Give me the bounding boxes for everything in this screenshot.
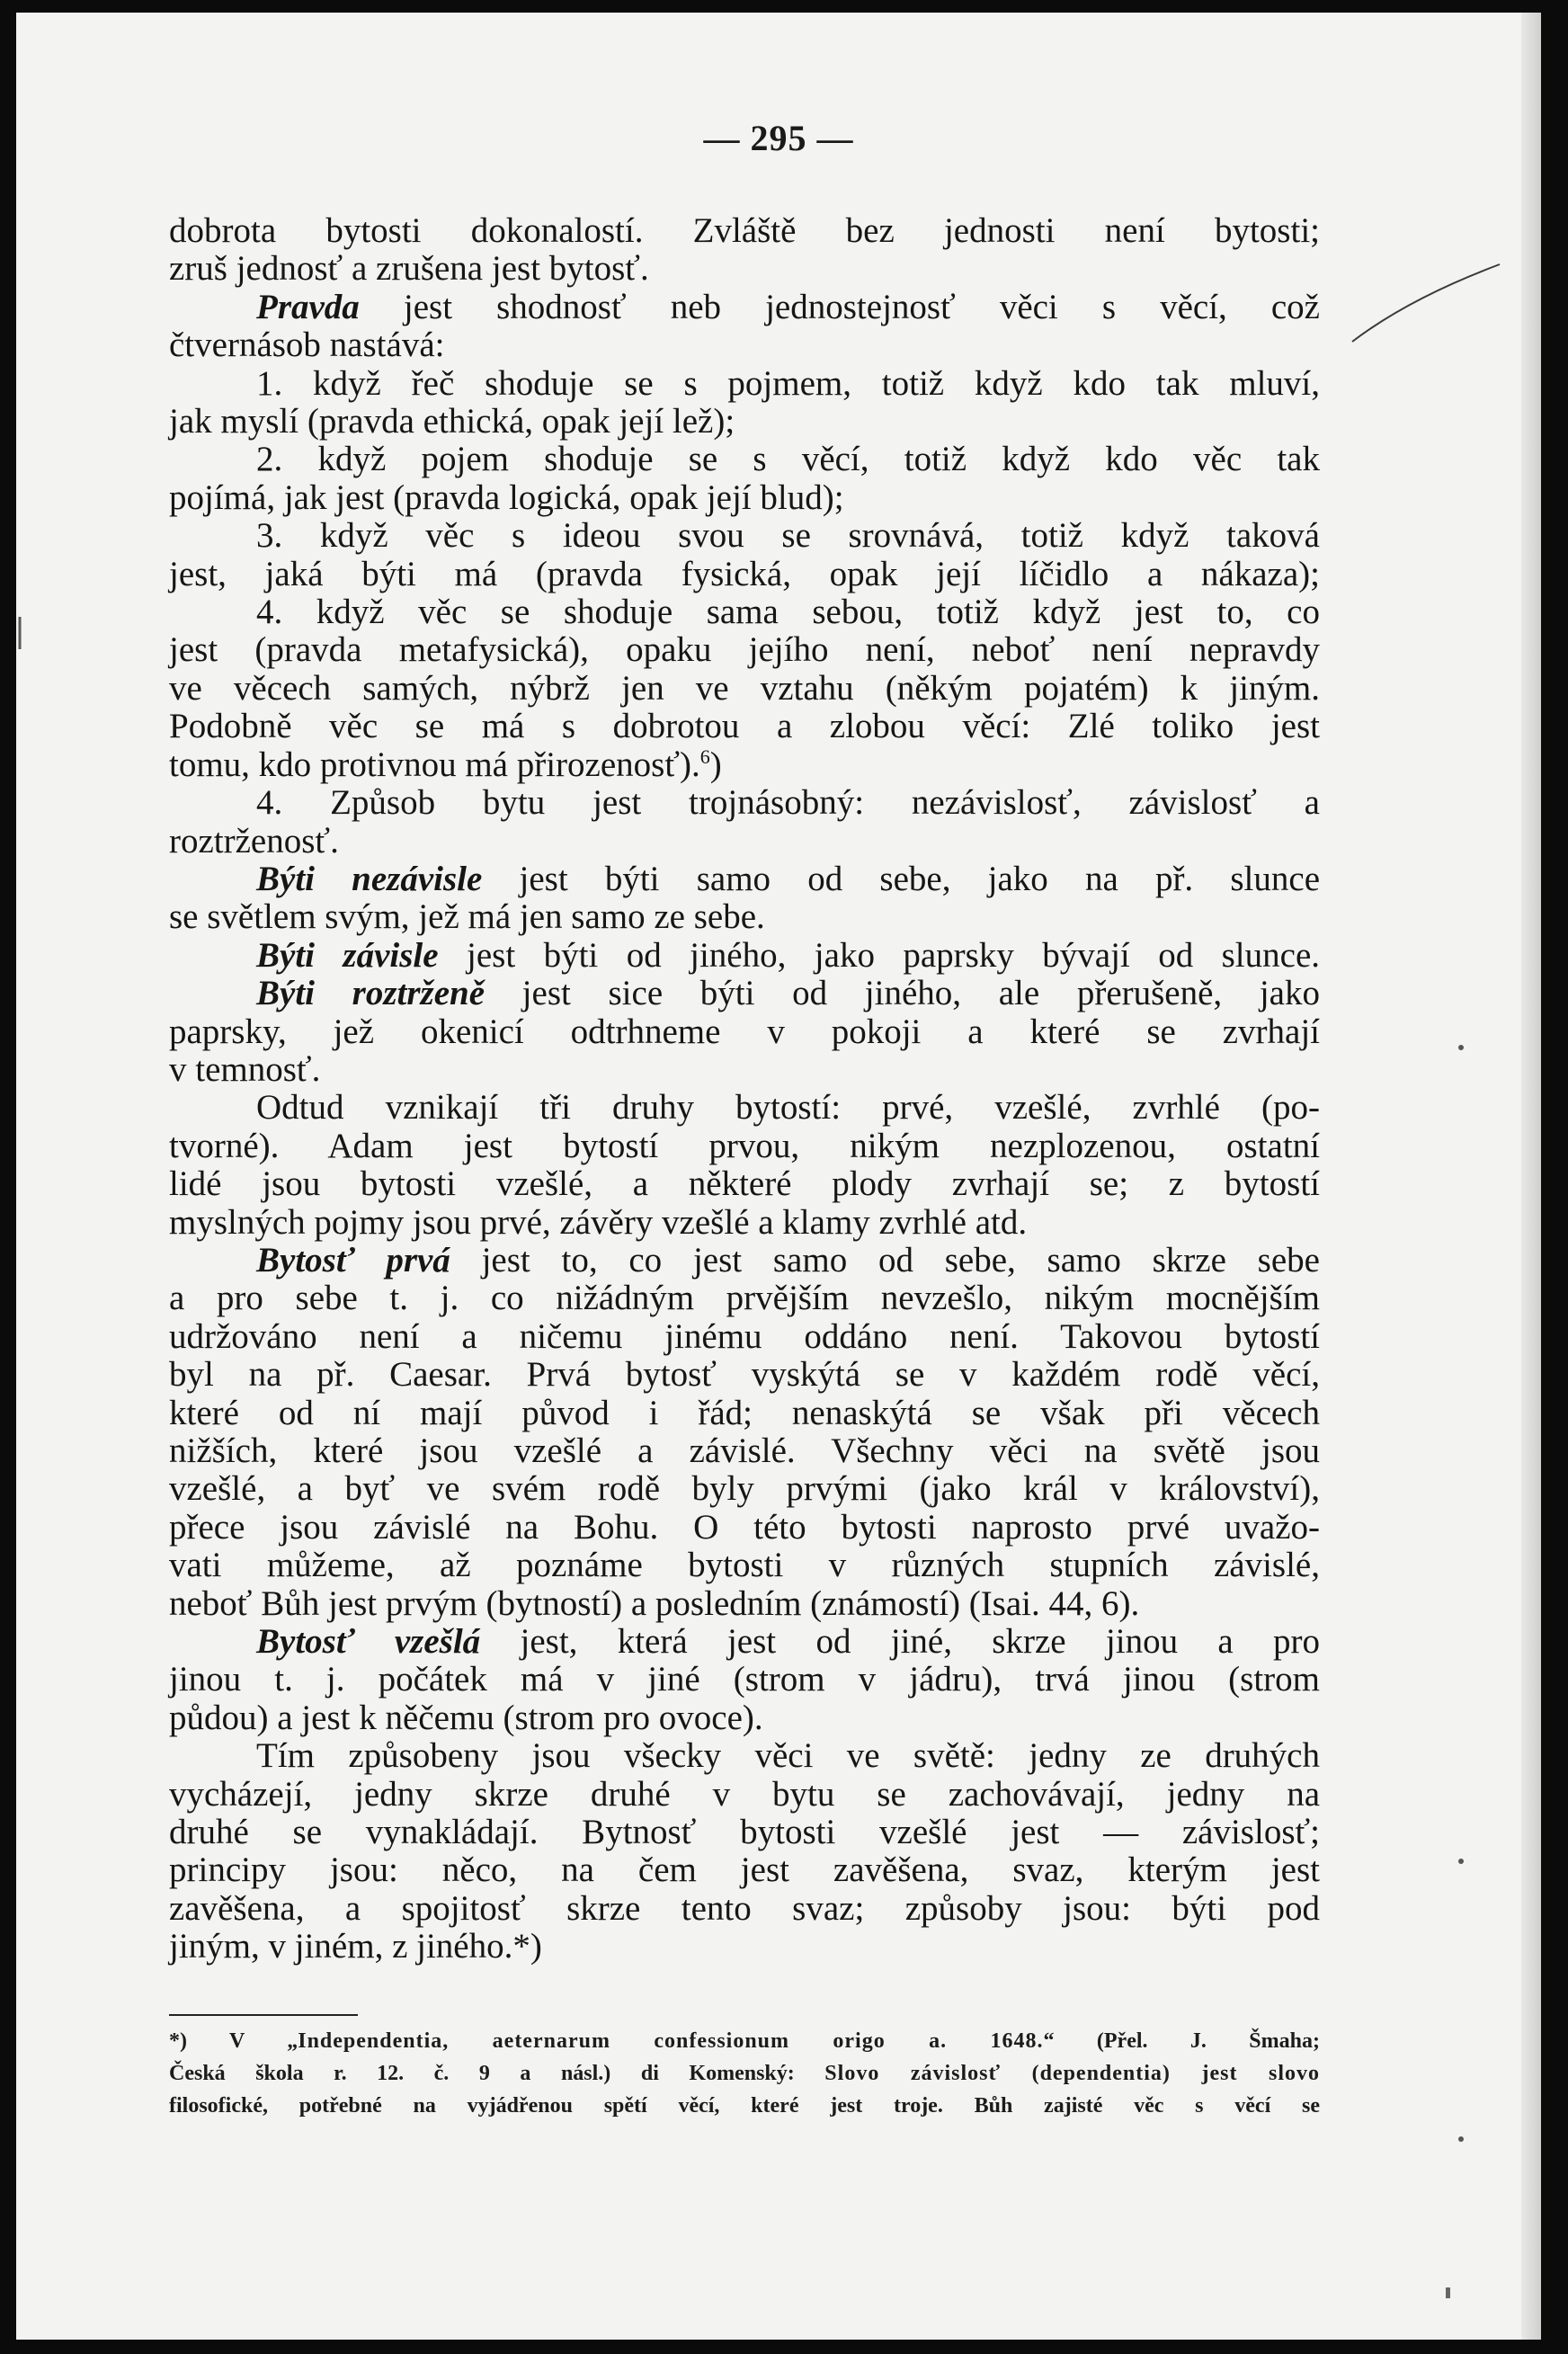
text-line: roztrženosť.	[169, 821, 339, 860]
text-line: ve věcech samých, nýbrž jen ve vztahu (někým pojatém) k jiným.	[169, 668, 1320, 708]
text-line: přece jsou závislé na Bohu. O této bytosti naprosto prvé uvažo-	[169, 1507, 1320, 1547]
body-text	[169, 212, 1320, 1966]
footnote-line: *) V „Independentia, aeternarum confessionum origo a. 1648.“ (Přel. J. Šmaha;	[169, 2029, 1320, 2053]
footnote-line: Česká škola r. 12. č. 9 a násl.) di Komenský: Slovo závislosť (dependentia) jest slovo	[169, 2062, 1320, 2085]
text-line: udržováno není a ničemu jinému oddáno není. Takovou bytostí	[169, 1316, 1320, 1356]
text-line: Podobně věc se má s dobrotou a zlobou věcí: Zlé toliko jest	[169, 707, 1320, 746]
text-line: 1. když řeč shoduje se s pojmem, totiž když kdo tak mluví,	[256, 363, 1320, 403]
text-line: jest, jaká býti má (pravda fysická, opak její líčidlo a nákaza);	[169, 554, 1320, 593]
text-line: myslných pojmy jsou prvé, závěry vzešlé a klamy zvrhlé atd.	[169, 1202, 1028, 1242]
term-bytost-vzesla: Bytosť vzešlá	[256, 1622, 481, 1662]
margin-dot	[1458, 1045, 1464, 1050]
margin-speck	[1446, 2287, 1450, 2298]
text-line: tomu, kdo protivnou má přirozenosť).$^6$)	[169, 745, 722, 784]
text-line: které od ní mají původ i řád; nenaskýtá se však při věcech	[169, 1393, 1320, 1432]
page-number: — 295 —	[703, 118, 854, 158]
text-line: byl na př. Caesar. Prvá bytosť vyskýtá se v každém rodě věcí,	[169, 1355, 1320, 1395]
footnote-ref: 6	[699, 745, 710, 768]
term-bytost-prva: Bytosť prvá	[256, 1240, 450, 1280]
footnote-rule	[169, 2014, 358, 2016]
text-line: se světlem svým, jež má jen samo ze sebe.	[169, 897, 765, 937]
text-line: Tím způsobeny jsou všecky věci ve světě: jedny ze druhých	[256, 1736, 1320, 1776]
margin-tick-mark	[16, 613, 25, 655]
footnote-line: filosofické, potřebné na vyjádřenou spětí věcí, které jest troje. Bůh zajisté věc s věcí se	[169, 2094, 1320, 2118]
text-line: jest (pravda metafysická), opaku jejího není, neboť není nepravdy	[169, 630, 1320, 670]
term-pravda: Pravda	[256, 287, 360, 326]
text-line: čtvernásob nastává:	[169, 325, 445, 365]
text-line: 3. když věc s ideou svou se srovnává, totiž když taková	[256, 516, 1320, 556]
text-line: jak myslí (pravda ethická, opak její lež);	[169, 402, 735, 441]
text-line: principy jsou: něco, na čem jest zavěšena, svaz, kterým jest	[169, 1850, 1320, 1890]
term-byti-zavisle: Býti závisle	[256, 935, 439, 975]
text-line: lidé jsou bytosti vzešlé, a některé plody zvrhají se; z bytostí	[169, 1164, 1320, 1204]
text-line: 2. když pojem shoduje se s věcí, totiž když kdo věc tak	[256, 440, 1320, 479]
text-line: vycházejí, jedny skrze druhé v bytu se zachovávají, jedny na	[169, 1774, 1320, 1814]
text-line: paprsky, jež okenicí odtrhneme v pokoji a které se zvrhají	[169, 1012, 1320, 1051]
text-line: Bytosť prvá jest to, co jest samo od sebe, samo skrze sebe	[256, 1240, 1320, 1280]
book-page	[16, 13, 1541, 2340]
text-line: v temnosť.	[169, 1049, 321, 1089]
text-line: vati můžeme, až poznáme bytosti v různých stupních závislé,	[169, 1546, 1320, 1585]
text-line: jinou t. j. počátek má v jiné (strom v jádru), trvá jinou (strom	[169, 1660, 1320, 1699]
text-line: Býti závisle jest býti od jiného, jako paprsky bývají od slunce.	[256, 935, 1321, 975]
text-line: dobrota bytosti dokonalostí. Zvláště bez jednosti není bytosti;	[169, 211, 1320, 250]
text-line: pojímá, jak jest (pravda logická, opak její blud);	[169, 477, 844, 517]
text-line: 4. když věc se shoduje sama sebou, totiž když jest to, co	[256, 593, 1320, 632]
text-line: Býti nezávisle jest býti samo od sebe, jako na př. slunce	[256, 859, 1320, 898]
text-line: nižších, které jsou vzešlé a závislé. Všechny věci na světě jsou	[169, 1431, 1320, 1470]
text-line: zavěšena, a spojitosť skrze tento svaz; způsoby jsou: býti pod	[169, 1888, 1320, 1928]
pencil-stroke-mark	[1347, 255, 1509, 354]
text-line: 4. Způsob bytu jest trojnásobný: nezávislosť, závislosť a	[256, 783, 1320, 823]
text-line: vzešlé, a byť ve svém rodě byly prvými (jako král v království),	[169, 1469, 1320, 1509]
text-line: Odtud vznikají tři druhy bytostí: prvé, vzešlé, zvrhlé (po-	[256, 1088, 1320, 1128]
page-edge-shadow	[1521, 13, 1541, 2340]
text-line: tvorné). Adam jest bytostí prvou, nikým nezplozenou, ostatní	[169, 1126, 1320, 1165]
text-line: zruš jednosť a zrušena jest bytosť.	[169, 249, 649, 289]
term-byti-nezavisle: Býti nezávisle	[256, 859, 483, 898]
text-line: druhé se vynakládají. Bytnosť bytosti vzešlé jest — závislosť;	[169, 1813, 1320, 1852]
margin-dot	[1458, 1859, 1464, 1864]
text-line: půdou) a jest k něčemu (strom pro ovoce).	[169, 1698, 763, 1737]
text-line: a pro sebe t. j. co nižádným prvějším nevzešlo, nikým mocnějším	[169, 1279, 1320, 1318]
text-line: Pravda jest shodnosť neb jednostejnosť věci s věcí, což	[256, 287, 1320, 326]
text-line: Bytosť vzešlá jest, která jest od jiné, skrze jinou a pro	[256, 1622, 1320, 1662]
text-line: Býti roztrženě jest sice býti od jiného, ale přerušeně, jako	[256, 974, 1320, 1013]
footnote	[169, 2025, 1320, 2122]
term-byti-roztrzene: Býti roztrženě	[256, 974, 486, 1013]
text-line: jiným, v jiném, z jiného.*)	[169, 1927, 542, 1966]
text-line: neboť Bůh jest prvým (bytností) a posledním (známostí) (Isai. 44, 6).	[169, 1583, 1140, 1623]
margin-dot	[1458, 2136, 1464, 2142]
